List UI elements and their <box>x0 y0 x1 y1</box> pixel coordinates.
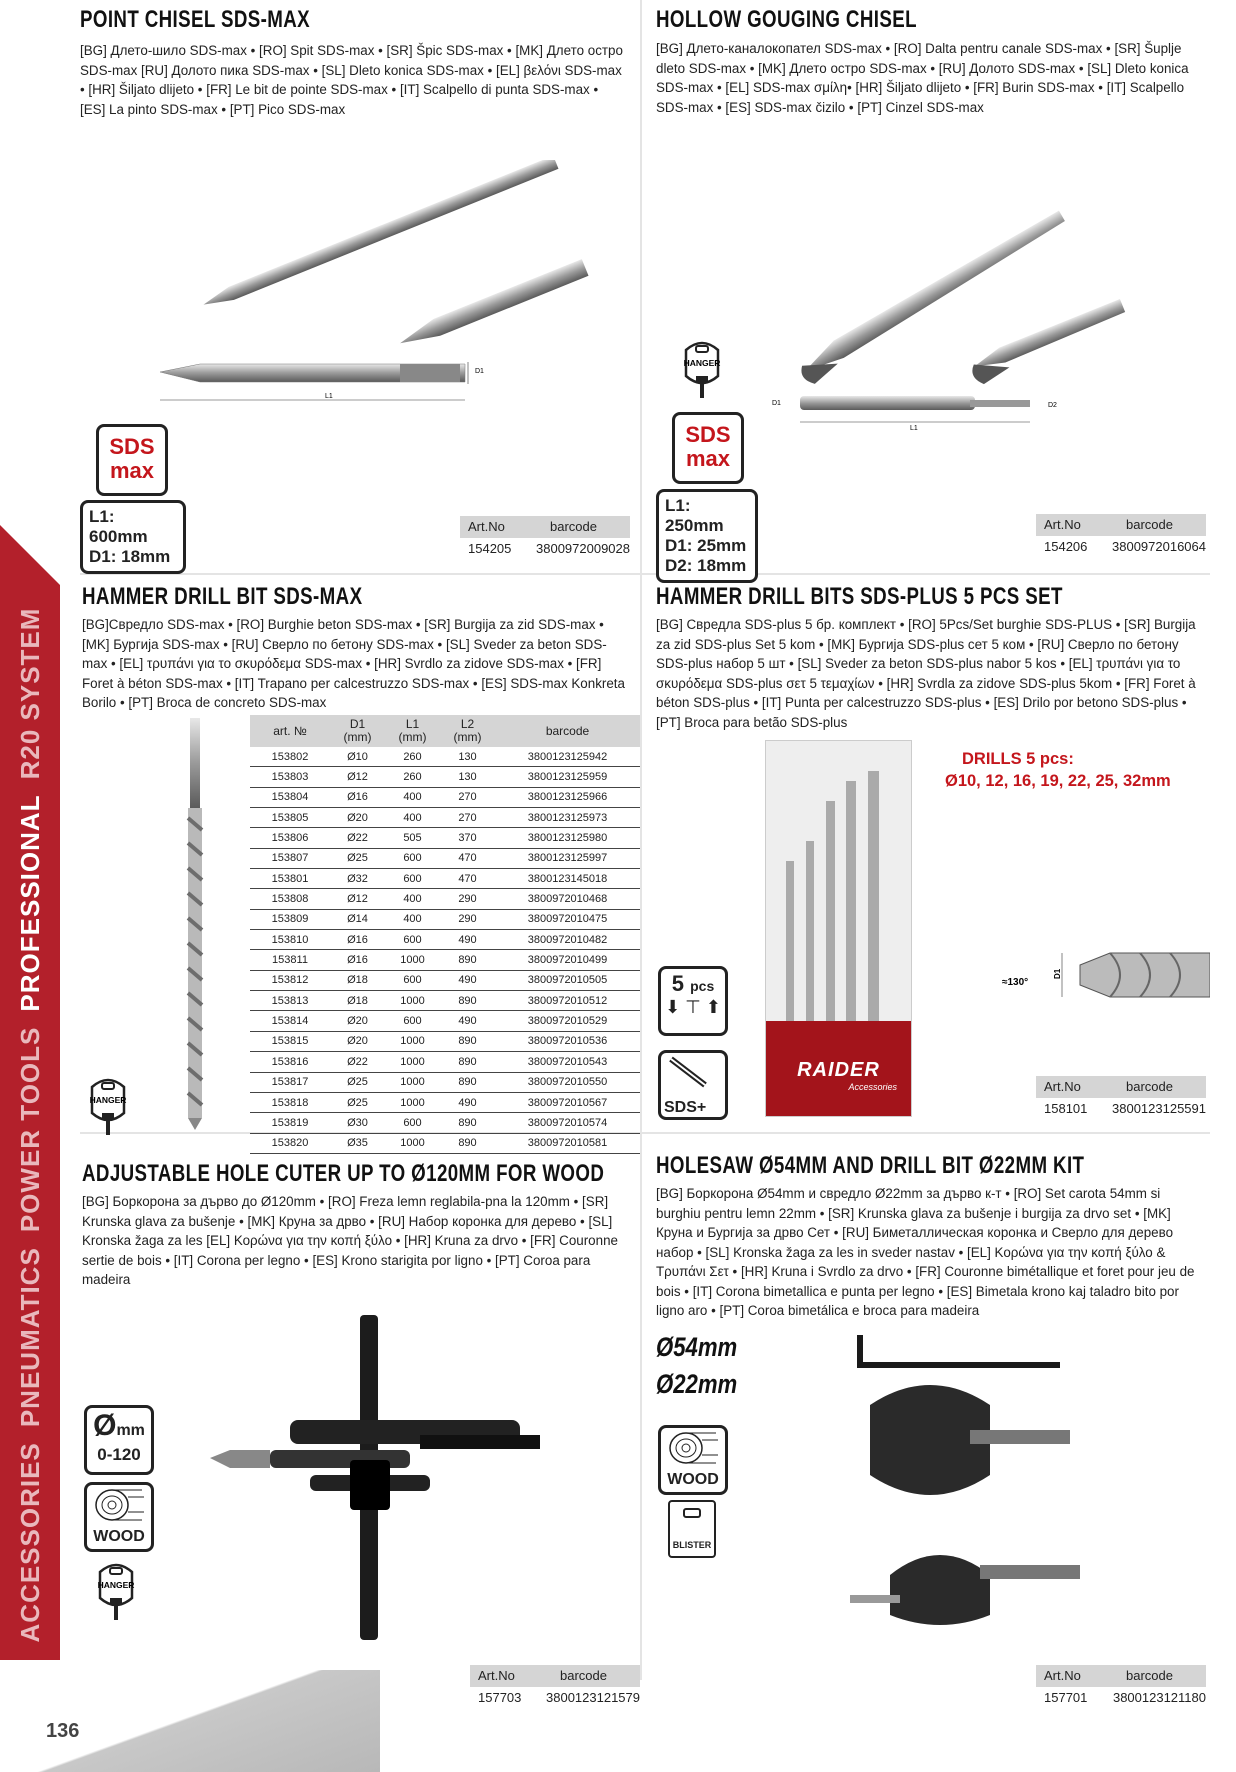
table-cell: 3800123125973 <box>495 808 640 828</box>
table-row <box>250 909 640 929</box>
table-cell: 130 <box>440 747 495 767</box>
table-cell: Ø12 <box>330 767 385 787</box>
table-cell: 490 <box>440 1011 495 1031</box>
table-cell: 260 <box>385 767 440 787</box>
table-cell: 400 <box>385 889 440 909</box>
table-cell: 600 <box>385 930 440 950</box>
barcode: 3800972016064 <box>1112 539 1206 554</box>
table-row <box>250 767 640 787</box>
drill-bit-table <box>250 715 640 1154</box>
table-cell: 470 <box>440 848 495 868</box>
pcs-unit: pcs <box>690 978 715 994</box>
table-cell: 490 <box>440 1092 495 1112</box>
table-cell: Ø25 <box>330 848 385 868</box>
sds-max-badge <box>672 412 744 484</box>
table-cell: 153808 <box>250 889 330 909</box>
table-row <box>250 808 640 828</box>
pcs-number: 5 <box>671 971 684 996</box>
max-label: max <box>109 458 155 483</box>
table-cell: 400 <box>385 808 440 828</box>
table-cell: 153811 <box>250 950 330 970</box>
blister-badge <box>668 1500 716 1558</box>
art-table: Art.No barcode 154205 3800972009028 <box>460 516 630 560</box>
wood-label: WOOD <box>667 1471 719 1488</box>
table-row <box>250 950 640 970</box>
table-row <box>250 889 640 909</box>
product-description: [BG]Свредло SDS-max • [RO] Burghie beton SDS-max • [SR] Burgija za zid SDS-max • [MK] Бургија SDS-max • [RU] Сверло по бетону SDS-max • [SL] Sveder za beton SDS-max • [EL] τρυπάνι για το σκυρόδεμα SDS-max • [HR] Svrdlo za zidove SDS-max • [FR] Foret à béton SDS-max • [IT] Trapano per calcestruzzo SDS-max • [ES] SDS-max Konkreta Borilo • [PT] Broca de concreto SDS-max <box>82 617 625 710</box>
sds-plus-badge <box>658 1050 728 1120</box>
table-cell: 153820 <box>250 1133 330 1153</box>
table-cell: 1000 <box>385 1031 440 1051</box>
table-cell: 3800972010475 <box>495 909 640 929</box>
drills-title: DRILLS 5 pcs: <box>962 750 1074 768</box>
table-cell: Ø22 <box>330 828 385 848</box>
product-title: HAMMER DRILL BITS SDS-PLUS 5 PCS SET <box>656 583 1063 610</box>
table-cell: Ø25 <box>330 1092 385 1112</box>
table-cell: Ø10 <box>330 747 385 767</box>
holesaw-kit-illustration <box>850 1335 1150 1635</box>
table-cell: 600 <box>385 970 440 990</box>
table-cell: 260 <box>385 747 440 767</box>
table-cell: 490 <box>440 930 495 950</box>
brand-subtitle: Accessories <box>848 1082 897 1092</box>
table-cell: 153816 <box>250 1052 330 1072</box>
sidebar-item-pneumatics[interactable]: PNEUMATICS <box>14 1247 45 1428</box>
table-row <box>250 1072 640 1092</box>
table-cell: 153803 <box>250 767 330 787</box>
table-cell: 3800972010567 <box>495 1092 640 1112</box>
art-no: 154205 <box>468 541 512 556</box>
drill-set-case <box>765 740 912 1117</box>
table-cell: 1000 <box>385 1092 440 1112</box>
col-l1: L1 (mm) <box>385 715 440 747</box>
table-cell: 153812 <box>250 970 330 990</box>
table-cell: Ø16 <box>330 787 385 807</box>
art-table: Art.No barcode 157703 3800123121579 <box>470 1665 640 1709</box>
brand-logo: RAIDER <box>797 1059 880 1081</box>
diameter-badge: Ømm 0-120 <box>84 1405 154 1475</box>
art-no: 158101 <box>1044 1101 1088 1116</box>
dimension-l1: L1: 600mm <box>89 507 148 546</box>
product-title: HOLLOW GOUGING CHISEL <box>656 6 917 33</box>
drill-tip-diagram <box>1000 945 1210 1025</box>
wood-icon <box>90 1485 148 1523</box>
svg-text:HANGER: HANGER <box>683 358 721 368</box>
barcode: 3800972009028 <box>536 541 630 556</box>
sidebar-item-power-tools[interactable]: POWER TOOLS <box>14 1026 45 1233</box>
size-22: Ø22mm <box>656 1369 738 1399</box>
diagram-l1-label: L1 <box>325 393 333 400</box>
table-row <box>250 970 640 990</box>
chisel-long <box>201 160 559 311</box>
hanger-icon <box>680 338 724 400</box>
table-cell: 270 <box>440 787 495 807</box>
col-d1: D1 (mm) <box>330 715 385 747</box>
table-cell: 505 <box>385 828 440 848</box>
angle-label: ≈130° <box>1002 977 1029 988</box>
page-number: 136 <box>46 1720 80 1742</box>
product-description: [BG] Свредла SDS-plus 5 бр. комплект • [RO] 5Pcs/Set burghie SDS-PLUS • [SR] Burgija za zid SDS-plus Set 5 kom • [MK] Бургија SDS-plus сет 5 ком • [RU] Сверло по бетону SDS-plus набор 5 шт • [SL] Sveder za beton SDS-plus nabor 5 kos • [EL] τρυπάνι για το σκυρόδεμα SDS-plus σετ 5 τεμαχίων • [HR] Svrdla za zidove SDS-plus 5kom • [FR] Foret à béton SDS-plus • [IT] Punta per calcestruzzo SDS-plus • [ES] Drilo por betono SDS-plus • [PT] Broca para betão SDS-plus <box>656 617 1196 730</box>
table-cell: 1000 <box>385 1133 440 1153</box>
table-cell: 3800123125980 <box>495 828 640 848</box>
dimensions-box <box>656 489 758 583</box>
table-cell: Ø20 <box>330 808 385 828</box>
product-title: HOLESAW Ø54MM AND DRILL BIT Ø22MM KIT <box>656 1152 1085 1179</box>
table-cell: 153807 <box>250 848 330 868</box>
art-no: 157703 <box>478 1690 522 1705</box>
svg-text:HANGER: HANGER <box>89 1095 127 1105</box>
table-cell: Ø12 <box>330 889 385 909</box>
art-no: 157701 <box>1044 1690 1088 1705</box>
col-barcode: barcode <box>495 715 640 747</box>
sidebar-item-r20-system[interactable]: R20 SYSTEM <box>14 607 45 780</box>
table-cell: 890 <box>440 950 495 970</box>
table-cell: 153802 <box>250 747 330 767</box>
sidebar-item-professional[interactable]: PROFESSIONAL <box>14 794 45 1012</box>
size-54: Ø54mm <box>656 1332 738 1362</box>
sds-plus-icon <box>663 1053 723 1093</box>
table-cell: 1000 <box>385 950 440 970</box>
product-title: ADJUSTABLE HOLE CUTER UP TO Ø120MM FOR WOOD <box>82 1160 605 1187</box>
table-cell: 290 <box>440 909 495 929</box>
diagram-d1-label: D1 <box>475 368 484 375</box>
table-cell: 890 <box>440 1031 495 1051</box>
table-cell: 153804 <box>250 787 330 807</box>
table-cell: 3800972010505 <box>495 970 640 990</box>
table-cell: 3800972010550 <box>495 1072 640 1092</box>
sds-max-badge <box>96 424 168 496</box>
column-divider <box>640 0 642 1680</box>
table-cell: 370 <box>440 828 495 848</box>
table-cell: 600 <box>385 848 440 868</box>
wood-icon <box>664 1428 722 1466</box>
hollow-chisel-illustration <box>770 190 1210 430</box>
drills-note <box>945 748 1171 792</box>
blister-hole-icon <box>683 1508 701 1518</box>
table-cell: Ø18 <box>330 970 385 990</box>
svg-text:HANGER: HANGER <box>97 1580 135 1590</box>
table-row <box>250 1113 640 1133</box>
table-cell: Ø25 <box>330 1072 385 1092</box>
table-cell: 3800972010574 <box>495 1113 640 1133</box>
point-chisel-illustration <box>150 160 590 410</box>
dimension-d1: D1: 18mm <box>89 547 171 566</box>
drills-sizes: Ø10, 12, 16, 19, 22, 25, 32mm <box>945 772 1171 790</box>
table-row <box>250 1133 640 1153</box>
chisel-short <box>396 259 588 351</box>
table-cell: Ø14 <box>330 909 385 929</box>
sds-plus-label: SDS+ <box>664 1099 707 1116</box>
table-cell: 290 <box>440 889 495 909</box>
table-cell: 890 <box>440 1072 495 1092</box>
table-cell: 890 <box>440 991 495 1011</box>
barcode: 3800123121579 <box>546 1690 640 1705</box>
table-cell: 3800972010499 <box>495 950 640 970</box>
table-cell: 153819 <box>250 1113 330 1133</box>
table-row <box>250 1011 640 1031</box>
table-row <box>250 787 640 807</box>
table-cell: 890 <box>440 1133 495 1153</box>
wood-label: WOOD <box>93 1528 145 1545</box>
col-art: art. № <box>250 715 330 747</box>
sds-label: SDS <box>109 434 155 459</box>
table-cell: Ø20 <box>330 1031 385 1051</box>
table-cell: 400 <box>385 909 440 929</box>
table-cell: 1000 <box>385 1072 440 1092</box>
table-row <box>250 1052 640 1072</box>
table-cell: 3800123125942 <box>495 747 640 767</box>
table-row <box>250 869 640 889</box>
barcode: 3800123125591 <box>1112 1101 1206 1116</box>
table-cell: 153809 <box>250 909 330 929</box>
table-cell: 3800123145018 <box>495 869 640 889</box>
table-cell: 490 <box>440 970 495 990</box>
table-cell: 153805 <box>250 808 330 828</box>
table-cell: Ø35 <box>330 1133 385 1153</box>
table-cell: 153815 <box>250 1031 330 1051</box>
product-description: [BG] Длето-шило SDS-max • [RO] Spit SDS-max • [SR] Špic SDS-max • [MK] Длето остро SDS-max [RU] Долото пика SDS-max • [SL] Dleto konica SDS-max • [EL] βελόνι SDS-max • [HR] Šiljato dlijeto • [FR] Le bit de pointe SDS-max • [IT] Scalpello di punta SDS-max • [ES] La pinto SDS-max • [PT] Pico SDS-max <box>80 43 623 117</box>
table-cell: 130 <box>440 767 495 787</box>
table-cell: 3800123125966 <box>495 787 640 807</box>
diagram-l1-label: L1 <box>910 425 918 430</box>
table-cell: 153814 <box>250 1011 330 1031</box>
hanger-icon <box>86 1075 130 1137</box>
table-cell: Ø22 <box>330 1052 385 1072</box>
table-cell: Ø16 <box>330 930 385 950</box>
wood-badge <box>658 1425 728 1495</box>
table-cell: 600 <box>385 1011 440 1031</box>
hanger-icon <box>94 1560 138 1622</box>
product-description: [BG] Боркорона за дърво до Ø120mm • [RO] Freza lemn reglabila-pna la 120mm • [SR] Krunska glava za bušenje • [MK] Круна за дрво • [RU] Набор коронка для дерево • [SL] Kronska žaga za les [EL] Κορώνα για την κοπή ξύλο • [HR] Kruna za drvo • [FR] Couronne sertie de bois • [IT] Corona per legno • [ES] Krono starigita por ligno • [PT] Coroa para madeira <box>82 1194 618 1287</box>
sidebar-item-accessories[interactable]: ACCESSORIES <box>14 1442 45 1643</box>
table-row <box>250 930 640 950</box>
product-title: HAMMER DRILL BIT SDS-MAX <box>82 583 363 610</box>
table-cell: Ø16 <box>330 950 385 970</box>
table-cell: 890 <box>440 1052 495 1072</box>
drill-bit-illustration <box>180 718 210 1133</box>
table-cell: 890 <box>440 1113 495 1133</box>
table-cell: Ø30 <box>330 1113 385 1133</box>
art-table: Art.No barcode 158101 3800123125591 <box>1036 1076 1206 1120</box>
sidebar-sections <box>4 600 56 1650</box>
table-cell: 600 <box>385 869 440 889</box>
table-cell: 3800972010482 <box>495 930 640 950</box>
dimension-d1: D1: 25mm <box>665 536 747 555</box>
table-cell: 3800972010536 <box>495 1031 640 1051</box>
table-cell: 470 <box>440 869 495 889</box>
art-no: 154206 <box>1044 539 1088 554</box>
diameter-unit: mm <box>116 1422 145 1439</box>
table-cell: 153817 <box>250 1072 330 1092</box>
table-cell: 153801 <box>250 869 330 889</box>
art-table: Art.No barcode 154206 3800972016064 <box>1036 514 1206 558</box>
drill-set-bits <box>766 741 911 1041</box>
table-cell: 1000 <box>385 991 440 1011</box>
diagram-d2-label: D2 <box>1048 402 1057 409</box>
table-row <box>250 848 640 868</box>
table-cell: 153818 <box>250 1092 330 1112</box>
table-cell: 3800123125997 <box>495 848 640 868</box>
col-l2: L2 (mm) <box>440 715 495 747</box>
table-cell: Ø32 <box>330 869 385 889</box>
five-pcs-badge <box>658 966 728 1036</box>
max-label: max <box>685 446 731 471</box>
sds-label: SDS <box>685 422 731 447</box>
table-cell: 3800972010468 <box>495 889 640 909</box>
product-description: [BG] Боркорона Ø54mm и свредло Ø22mm за дърво к-т • [RO] Set carota 54mm si burghiu pentru lemn 22mm • [SR] Krunska glava za bušenje i burgija za drvo set • [MK] Круна и Бургија за дрво Сет • [RU] Биметаллическая коронка и Сверло для дерево набор • [SL] Kronska žaga za les in sveder nastav • [EL] Κορώνα για την κοπή ξύλο & Τρυπάνι Σετ • [HR] Kruna i Svrdlo za drvo • [FR] Couronne bimétallique et foret pour jeu de bois • [IT] Corona bimetallica e punta per legno • [ES] Bimetala krono kaj taladro bito por ligno aro • [PT] Coroa bimetálica e broca para madeira <box>656 1186 1195 1318</box>
diagram-d1-label: D1 <box>1053 968 1062 979</box>
dimension-d2: D2: 18mm <box>665 556 747 575</box>
table-row <box>250 1092 640 1112</box>
product-description: [BG] Длето-каналокопател SDS-max • [RO] Dalta pentru canale SDS-max • [SR] Šuplje dleto SDS-max • [MK] Длето остро SDS-max • [RU] Долото SDS-max • [SL] Dleto konica SDS-max • [EL] SDS-max σμίλη• [HR] Šiljato dlijeto • [FR] Burin SDS-max • [IT] Scalpello SDS-max • [ES] SDS-max čizilo • [PT] Cinzel SDS-max <box>656 41 1189 115</box>
table-cell: 153813 <box>250 991 330 1011</box>
table-cell: 3800972010543 <box>495 1052 640 1072</box>
table-cell: 600 <box>385 1113 440 1133</box>
table-cell: Ø18 <box>330 991 385 1011</box>
dimension-l1: L1: 250mm <box>665 496 724 535</box>
table-cell: 153806 <box>250 828 330 848</box>
drill-types-icon: ⬇ ⊤ ⬆ <box>665 997 721 1017</box>
diameter-range: 0-120 <box>97 1445 141 1464</box>
blister-label: BLISTER <box>672 1540 712 1550</box>
dimensions-box <box>80 500 186 574</box>
table-cell: 270 <box>440 808 495 828</box>
table-cell: 400 <box>385 787 440 807</box>
art-table: Art.No barcode 157701 3800123121180 <box>1036 1665 1206 1709</box>
wood-badge <box>84 1482 154 1552</box>
table-row <box>250 1031 640 1051</box>
diagram-d1-label: D1 <box>772 400 781 407</box>
table-cell: Ø20 <box>330 1011 385 1031</box>
product-title: POINT CHISEL SDS-MAX <box>80 6 311 33</box>
table-cell: 1000 <box>385 1052 440 1072</box>
table-cell: 3800972010512 <box>495 991 640 1011</box>
table-row <box>250 828 640 848</box>
table-cell: 153810 <box>250 930 330 950</box>
table-cell: 3800123125959 <box>495 767 640 787</box>
table-cell: 3800972010581 <box>495 1133 640 1153</box>
drill-set-base <box>766 1021 911 1116</box>
hole-cutter-illustration <box>210 1310 570 1650</box>
barcode: 3800123121180 <box>1112 1690 1206 1705</box>
table-row <box>250 991 640 1011</box>
row-divider-1 <box>80 573 1210 575</box>
table-row <box>250 747 640 767</box>
sidebar-cap <box>0 525 60 585</box>
table-cell: 3800972010529 <box>495 1011 640 1031</box>
